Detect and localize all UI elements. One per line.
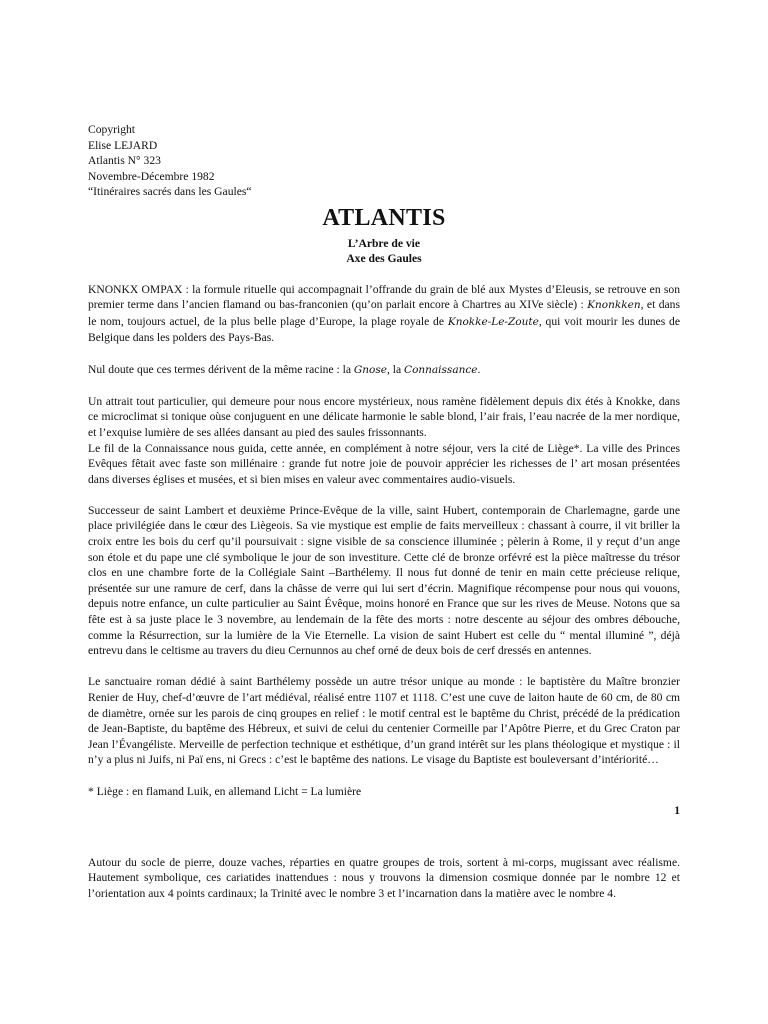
document-title: ATLANTIS <box>322 204 446 231</box>
paragraph-knonkx-text-a: KNONKX OMPAX : la formule rituelle qui accompagnait l’offrande du grain de blé aux Mystes d’Eleusis, se retrouve en son premier terme dans l’ancien flamand ou bas-franconien (qu’on parlait encore à Chartres au XIVe siècle) : <box>88 282 680 312</box>
paragraph-knonkx <box>88 282 680 346</box>
paragraph-gnose-text-e: . <box>477 362 481 376</box>
copyright-line: Copyright <box>88 123 136 136</box>
paragraph-gnose-text-a: Nul doute que ces termes dérivent de la même racine : la <box>88 362 354 376</box>
paragraph-gnose-text-c: , la <box>386 362 405 376</box>
paragraph-saint-hubert: Successeur de saint Lambert et deuxième Prince-Evêque de la ville, saint Hubert, contemporain de Charlemagne, garde une place privilégiée dans le cœur des Liègeois. Sa vie mystique est emplie de faits merveilleux : chassant à courre, il vit briller la croix entre les bois du cerf qu’il poursuivait : signe visible de sa conscience illuminée ; pèlerin à Rome, il y reçut d’un ange son étole et du pape une clé symbolique le jour de son investiture. Cette clé de bronze orfévré est la pièce maîtresse du trésor clos en une chambre forte de la Collégiale Saint –Barthélemy. Il nous fut donné de tenir en main cette précieuse relique, présentée sur une ramure de cerf, dans la châsse de verre qui lui sert d’écrin. Magnifique récompense pour nous qui vouons, depuis notre enfance, un culte particulier au Saint Évêque, moins honoré en France que sur les rives de Meuse. Notons que sa fête est à sa juste place le 3 novembre, au lendemain de la fête des morts : notre descente au séjour des ombres débouche, comme la Résurrection, sur la lumière de la Vie Eternelle. La vision de saint Hubert est celle du “ mental illuminé ”, déjà entrevu dans le celtisme au travers du dieu Cernunnos au chef orné de deux bois de cerf dressés en antennes. <box>88 503 680 658</box>
paragraph-baptistere: Le sanctuaire roman dédié à saint Barthélemy possède un autre trésor unique au monde : le baptistère du Maître bronzier Renier de Huy, chef-d’œuvre de l’art médiéval, réalisé entre 1107 et 1118. C’est une cuve de laiton haute de 60 cm, de 80 cm de diamètre, ornée sur les parois de cinq groupes en relief : le motif central est le baptême du Christ, précédé de la prédication de Jean-Baptiste, du baptême des Hébreux, et suivi de celui du centenier Cormeille par l’Apôtre Pierre, et du Grec Craton par Jean l’Évangéliste. Merveille de perfection technique et esthétique, d’un grand intérêt sur les plans théologique et mystique : il n’y a plus ni Juifs, ni Paï ens, ni Grecs : c’est le baptême des nations. Le visage du Baptiste est bouleversant d’intériorité… <box>88 675 680 767</box>
paragraph-knonkx-text-c: , et dans le nom, toujours actuel, de la plus belle plage d’Europe, la plage royale de <box>88 298 680 328</box>
series-line: “Itinéraires sacrés dans les Gaules“ <box>88 185 252 199</box>
issue-line: Atlantis N° 323 <box>88 154 161 168</box>
term-knonkken: Knonkken <box>587 299 641 312</box>
page-number: 1 <box>674 804 680 818</box>
date-line: Novembre-Décembre 1982 <box>88 169 215 183</box>
paragraph-socle: Autour du socle de pierre, douze vaches, réparties en quatre groupes de trois, sortent à mi-corps, mugissant avec réalisme. Hautement symbolique, ces cariatides inattendues : nous y trouvons la dimension cosmique donnée par le nombre 12 et l’orientation aux 4 points cardinaux; la Trinité avec le nombre 3 et l’incarnation dans la matière avec le nombre 4. <box>88 855 680 900</box>
author-line: Elise LEJARD <box>88 138 158 152</box>
paragraph-liege: Le fil de la Connaissance nous guida, cette année, en complément à notre séjour, vers la cité de Liège*. La ville des Princes Evêques fêtait avec faste son millénaire : grande fut notre joie de pouvoir apprécier les richesses de l’ art mosan présentées dans diverses églises et musées, et si bien mises en valeur avec commentaires audio-visuels. <box>88 441 680 486</box>
term-knokke-le-zoute: Knokke-Le-Zoute <box>447 315 539 328</box>
term-connaissance: Connaissance <box>404 363 478 376</box>
footnote-liege: * Liège : en flamand Luik, en allemand Licht = La lumière <box>88 784 362 798</box>
document-body <box>88 122 680 917</box>
term-gnose: Gnose <box>353 363 387 376</box>
paragraph-gnose <box>88 362 680 379</box>
subtitle-axe: Axe des Gaules <box>346 251 422 265</box>
header-meta <box>88 122 680 200</box>
paragraph-knokke: Un attrait tout particulier, qui demeure pour nous encore mystérieux, nous ramène fidèlement depuis dix étés à Knokke, dans ce microclimat si tonique oùse conjuguent en une délicate harmonie le sable blond, l’air frais, l’eau nacrée de la mer nordique, et l’exquise lumière de ses allées dansant au pied des saules frissonnants. <box>88 394 680 439</box>
paragraph-knonkx-text-e: , qui voit mourir les dunes de Belgique dans les polders des Pays-Bas. <box>88 314 680 345</box>
subtitle-arbre: L’Arbre de vie <box>347 236 421 250</box>
